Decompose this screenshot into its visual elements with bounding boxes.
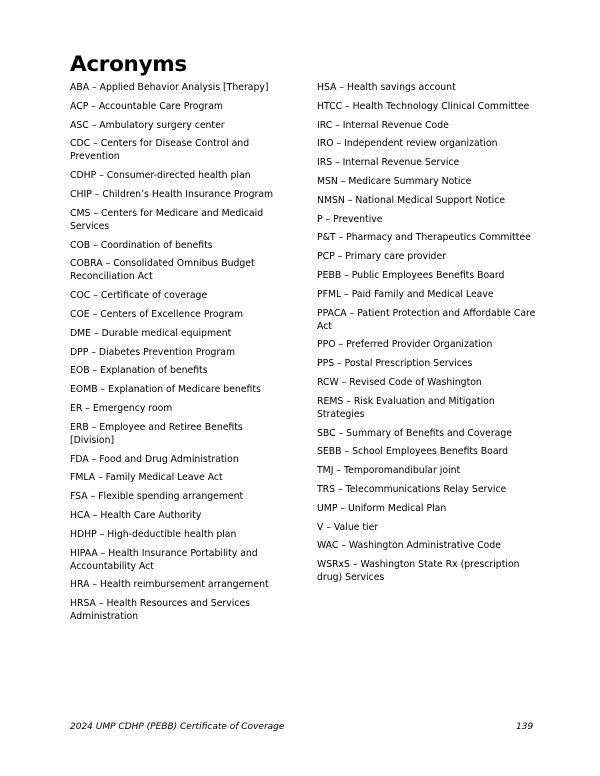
- acronym-item: HDHP – High-deductible health plan: [70, 528, 237, 540]
- acronym-item: UMP – Uniform Medical Plan: [317, 502, 447, 514]
- footer-page-number: 139: [516, 722, 534, 732]
- acronym-item: TMJ – Temporomandibular joint: [317, 465, 461, 477]
- acronym-item: IRS – Internal Revenue Service: [317, 157, 460, 169]
- acronym-item: COE – Centers of Excellence Program: [70, 308, 244, 320]
- acronym-item: SBC – Summary of Benefits and Coverage: [317, 427, 512, 439]
- acronym-item: PPS – Postal Prescription Services: [317, 358, 473, 370]
- acronym-item: HTCC – Health Technology Clinical Committee: [317, 100, 530, 112]
- acronym-item: COB – Coordination of benefits: [70, 239, 213, 251]
- acronym-item: PEBB – Public Employees Benefits Board: [317, 269, 505, 281]
- acronym-item: PCP – Primary care provider: [317, 251, 446, 263]
- acronym-item: ER – Emergency room: [70, 402, 173, 414]
- acronym-item: EOB – Explanation of benefits: [70, 365, 208, 377]
- acronym-item: DPP – Diabetes Prevention Program: [70, 346, 236, 358]
- acronym-item: ABA – Applied Behavior Analysis [Therapy]: [70, 82, 269, 93]
- acronym-item: IRO – Independent review organization: [317, 138, 498, 150]
- acronym-item: V – Value tier: [317, 521, 379, 533]
- acronym-item: EOMB – Explanation of Medicare benefits: [70, 384, 261, 396]
- acronym-item: WAC – Washington Administrative Code: [317, 540, 501, 552]
- acronym-item: TRS – Telecommunications Relay Service: [317, 483, 507, 495]
- acronym-item: PPO – Preferred Provider Organization: [317, 339, 493, 351]
- acronym-item: IRC – Internal Revenue Code: [317, 119, 449, 131]
- acronym-item: HIPAA – Health Insurance Portability and Accountability Act: [70, 547, 258, 572]
- acronym-item: PPACA – Patient Protection and Affordable Care Act: [317, 307, 536, 332]
- acronym-item: HRA – Health reimbursement arrangement: [70, 579, 269, 591]
- acronym-item: FMLA – Family Medical Leave Act: [70, 472, 223, 484]
- acronym-list-right: [317, 81, 537, 590]
- acronym-item: HRSA – Health Resources and Services Administration: [70, 598, 251, 623]
- acronym-item: CMS – Centers for Medicare and Medicaid Services: [70, 207, 264, 232]
- acronym-item: COC – Certificate of coverage: [70, 290, 208, 302]
- acronym-item: P&T – Pharmacy and Therapeutics Committee: [317, 232, 531, 244]
- acronym-item: CHIP – Children’s Health Insurance Program: [70, 188, 274, 200]
- acronym-item: PFML – Paid Family and Medical Leave: [317, 288, 494, 300]
- acronym-item: CDHP – Consumer-directed health plan: [70, 170, 251, 182]
- acronym-item: NMSN – National Medical Support Notice: [317, 194, 506, 206]
- acronym-item: RCW – Revised Code of Washington: [317, 376, 482, 388]
- acronym-item: ASC – Ambulatory surgery center: [70, 119, 225, 131]
- acronym-item: CDC – Centers for Disease Control and Prevention: [70, 138, 250, 163]
- acronym-item: FSA – Flexible spending arrangement: [70, 491, 244, 503]
- acronym-item: ERB – Employee and Retiree Benefits [Division]: [70, 421, 243, 446]
- acronym-item: HSA – Health savings account: [317, 82, 456, 93]
- acronym-item: P – Preventive: [317, 213, 383, 225]
- acronym-item: SEBB – School Employees Benefits Board: [317, 446, 509, 458]
- acronym-item: MSN – Medicare Summary Notice: [317, 175, 472, 187]
- acronym-item: WSRxS – Washington State Rx (prescription drug) Services: [317, 559, 520, 584]
- acronym-item: FDA – Food and Drug Administration: [70, 453, 239, 465]
- acronym-item: DME – Durable medical equipment: [70, 327, 232, 339]
- acronym-list-left: [70, 81, 285, 629]
- acronym-item: HCA – Health Care Authority: [70, 509, 202, 521]
- footer-document-title: 2024 UMP CDHP (PEBB) Certificate of Coverage: [70, 722, 285, 732]
- acronym-item: COBRA – Consolidated Omnibus Budget Reconciliation Act: [70, 258, 255, 283]
- page-title: Acronyms: [70, 52, 187, 77]
- acronym-item: REMS – Risk Evaluation and Mitigation Strategies: [317, 395, 495, 420]
- acronym-item: ACP – Accountable Care Program: [70, 100, 223, 112]
